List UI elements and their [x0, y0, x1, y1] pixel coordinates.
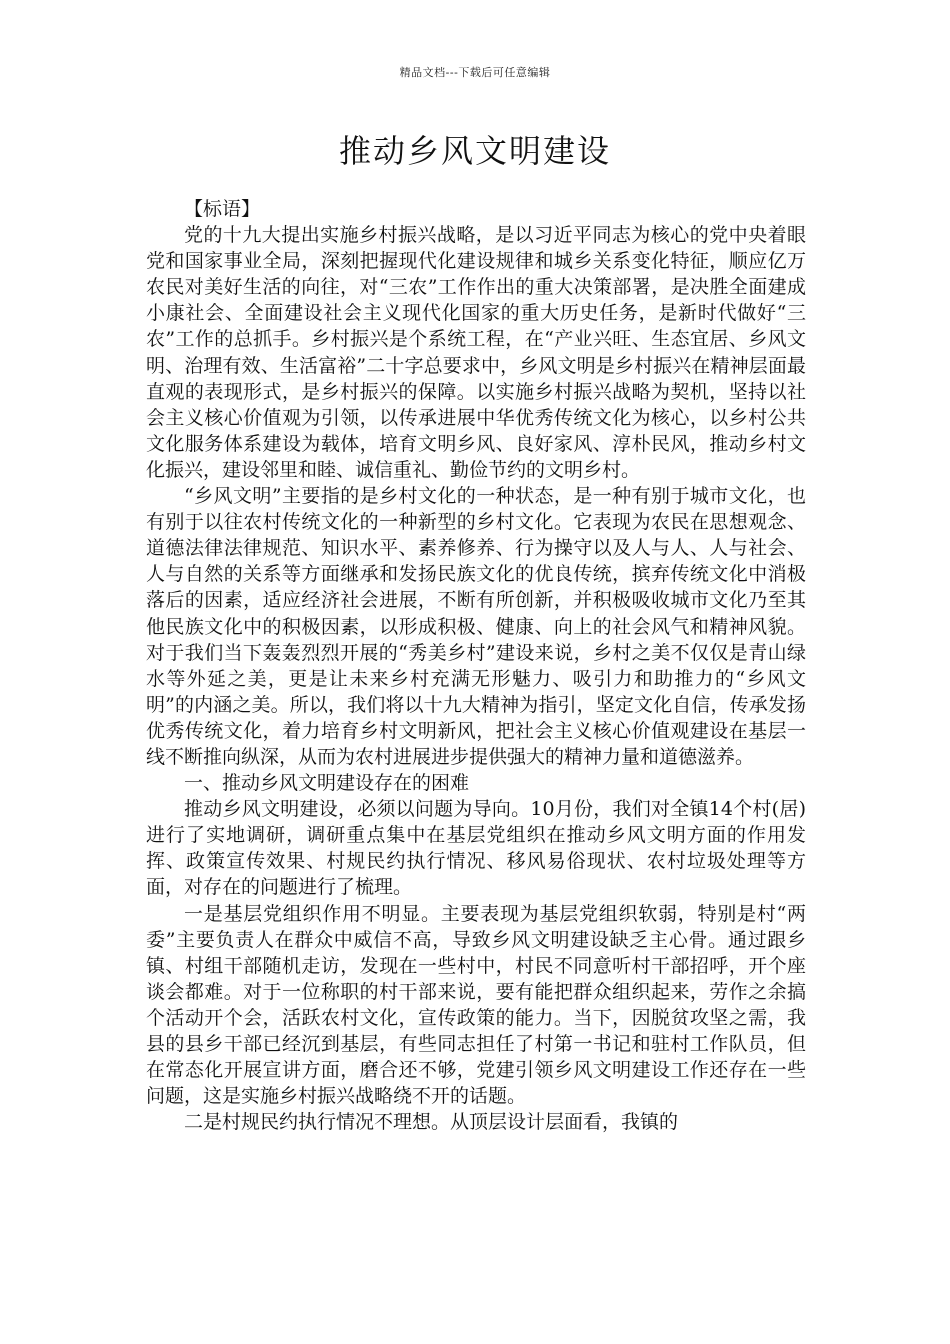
paragraph: 二是村规民约执行情况不理想。从顶层设计层面看，我镇的: [184, 1111, 679, 1134]
paragraph: 党的十九大提出实施乡村振兴战略，是以习近平同志为核心的党中央着眼党和国家事业全局，深刻把握现代化建设规律和城乡关系变化特征，顺应亿万农民对美好生活的向往，对“三农”工作作出的重大决策部署，是决胜全面建成小康社会、全面建设社会主义现代化国家的重大历史任务，是新时代做好“三农”工作的总抓手。乡村振兴是个系统工程，在“产业兴旺、生态宜居、乡风文明、治理有效、生活富裕”二十字总要求中，乡风文明是乡村振兴在精神层面最直观的表现形式，是乡村振兴的保障。以实施乡村振兴战略为契机，坚持以社会主义核心价值观为引领，以传承进展中华优秀传统文化为核心，以乡村公共文化服务体系建设为载体，培育文明乡风、良好家风、淳朴民风，推动乡村文化振兴，建设邻里和睦、诚信重礼、勤俭节约的文明乡村。: [146, 224, 806, 481]
section-heading: 一、推动乡风文明建设存在的困难: [184, 772, 470, 795]
document-title: 推动乡风文明建设: [338, 132, 611, 170]
paragraph: 推动乡风文明建设，必须以问题为导向。10月份，我们对全镇14个村(居)进行了实地调研，调研重点集中在基层党组织在推动乡风文明方面的作用发挥、政策宣传效果、村规民约执行情况、移风易俗现状、农村垃圾处理等方面，对存在的问题进行了梳理。: [146, 798, 806, 899]
paragraph-slogan-heading: 【标语】: [184, 198, 261, 220]
paragraph: 一是基层党组织作用不明显。主要表现为基层党组织软弱，特别是村“两委”主要负责人在群众中威信不高，导致乡风文明建设缺乏主心骨。通过跟乡镇、村组干部随机走访，发现在一些村中，村民不同意听村干部招呼，开个座谈会都难。对于一位称职的村干部来说，要有能把群众组织起来，劳作之余搞个活动开个会，活跃农村文化，宣传政策的能力。当下，因脱贫攻坚之需，我县的县乡干部已经沉到基层，有些同志担任了村第一书记和驻村工作队员，但在常态化开展宣讲方面，磨合还不够，党建引领乡风文明建设工作还存在一些问题，这是实施乡村振兴战略绕不开的话题。: [146, 902, 806, 1108]
page-header: 精品文档---下载后可任意编辑: [399, 66, 551, 79]
paragraph: “乡风文明”主要指的是乡村文化的一种状态，是一种有别于城市文化，也有别于以往农村传统文化的一种新型的乡村文化。它表现为农民在思想观念、道德法律法律规范、知识水平、素养修养、行为操守以及人与人、人与社会、人与自然的关系等方面继承和发扬民族文化的优良传统，摈弃传统文化中消极落后的因素，适应经济社会进展，不断有所创新，并积极吸收城市文化乃至其他民族文化中的积极因素，以形成积极、健康、向上的社会风气和精神风貌。对于我们当下轰轰烈烈开展的“秀美乡村”建设来说，乡村之美不仅仅是青山绿水等外延之美，更是让未来乡村充满无形魅力、吸引力和助推力的“乡风文明”的内涵之美。所以，我们将以十九大精神为指引，坚定文化自信，传承发扬优秀传统文化，着力培育乡村文明新风，把社会主义核心价值观建设在基层一线不断推向纵深，从而为农村进展进步提供强大的精神力量和道德滋养。: [146, 485, 806, 768]
document-body: [146, 196, 806, 1135]
